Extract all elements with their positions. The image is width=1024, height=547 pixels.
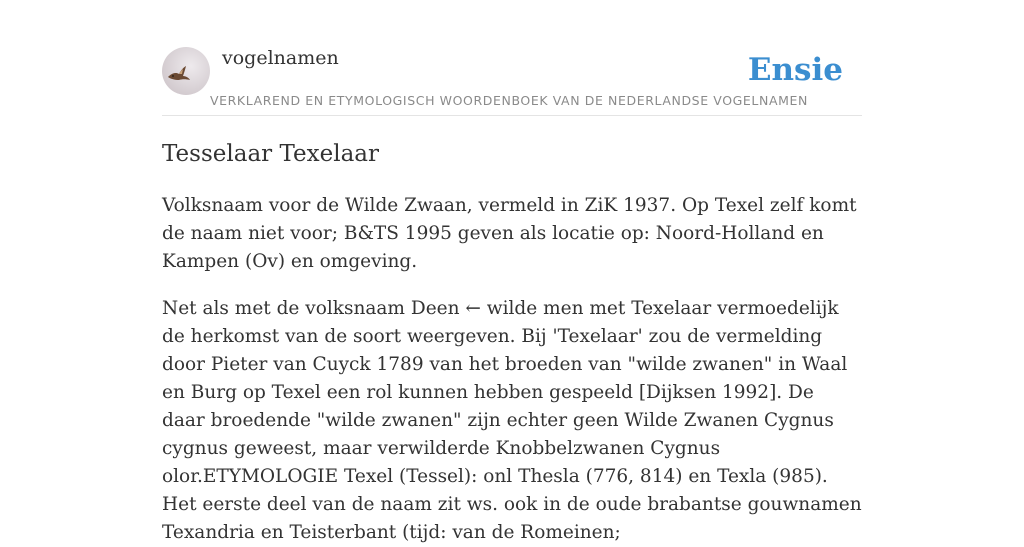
page-title: Tesselaar Texelaar: [162, 141, 379, 167]
bird-avatar-icon[interactable]: [162, 47, 210, 95]
ensie-logo[interactable]: Ensie: [747, 52, 843, 88]
bird-silhouette: [162, 47, 210, 95]
site-header: [162, 46, 862, 116]
article-paragraph-2: Net als met de volksnaam Deen ← wilde men met Texelaar vermoedelijk de herkomst van de soort weergeven. Bij 'Texelaar' zou de vermelding door Pieter van Cuyck 1789 van het broeden van "wilde zwanen" in Waal en Burg op Texel een rol kunnen hebben gespeeld [Dijksen 1992]. De daar broedende "wilde zwanen" zijn echter geen Wilde Zwanen Cygnus cygnus geweest, maar verwilderde Knobbelzwanen Cygnus olor.ETYMOLOGIE Texel (Tessel): onl Thesla (776, 814) en Texla (985). Het eerste deel van de naam zit ws. ook in de oude brabantse gouwnamen Texandria en Teisterbant (tijd: van de Romeinen;: [162, 298, 862, 543]
blog-subtitle: VERKLAREND EN ETYMOLOGISCH WOORDENBOEK VAN DE NEDERLANDSE VOGELNAMEN: [210, 93, 808, 108]
article-paragraph-1: Volksnaam voor de Wilde Zwaan, vermeld in ZiK 1937. Op Texel zelf komt de naam niet voor; B&TS 1995 geven als locatie op: Noord-Holland en Kampen (Ov) en omgeving.: [162, 195, 857, 272]
article: [162, 138, 862, 547]
blog-name[interactable]: vogelnamen: [222, 47, 339, 69]
